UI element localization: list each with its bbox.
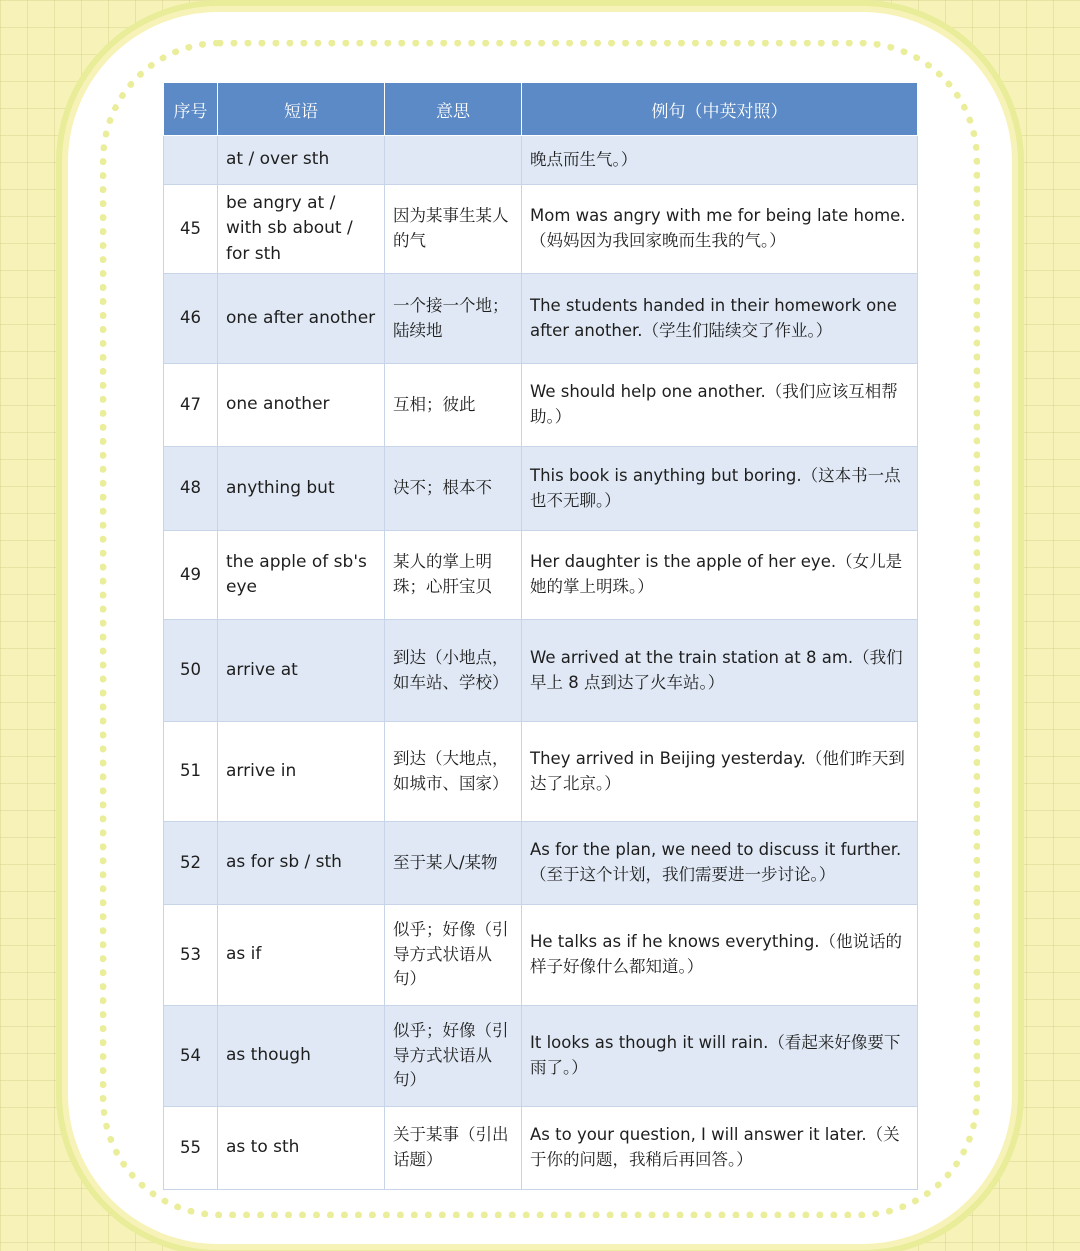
row-meaning: 至于某人/某物 <box>385 822 522 905</box>
row-number: 51 <box>164 722 218 822</box>
row-example: He talks as if he knows everything.（他说话的样子好像什么都知道。） <box>522 905 918 1006</box>
row-meaning: 关于某事（引出话题） <box>385 1107 522 1190</box>
row-meaning: 到达（小地点，如车站、学校） <box>385 620 522 722</box>
row-example: It looks as though it will rain.（看起来好像要下雨了。） <box>522 1006 918 1107</box>
table-row <box>164 447 918 531</box>
table-header-row <box>164 83 918 136</box>
row-example: We arrived at the train station at 8 am.（我们早上 8 点到达了火车站。） <box>522 620 918 722</box>
row-number: 46 <box>164 274 218 364</box>
table-row <box>164 531 918 620</box>
table-row <box>164 364 918 447</box>
row-phrase: be angry at / with sb about / for sth <box>218 185 385 274</box>
row-phrase: anything but <box>218 447 385 531</box>
header-phrase: 短语 <box>218 83 385 136</box>
table-row <box>164 722 918 822</box>
row-phrase: as if <box>218 905 385 1006</box>
phrase-table <box>163 82 918 1190</box>
table-row <box>164 274 918 364</box>
row-phrase: as though <box>218 1006 385 1107</box>
row-example: 晚点而生气。） <box>522 136 918 185</box>
row-meaning: 到达（大地点，如城市、国家） <box>385 722 522 822</box>
row-phrase: the apple of sb's eye <box>218 531 385 620</box>
row-example: As to your question, I will answer it later.（关于你的问题，我稍后再回答。） <box>522 1107 918 1190</box>
row-number: 47 <box>164 364 218 447</box>
table-row <box>164 185 918 274</box>
row-example: Mom was angry with me for being late home.（妈妈因为我回家晚而生我的气。） <box>522 185 918 274</box>
row-number: 53 <box>164 905 218 1006</box>
row-meaning: 似乎；好像（引导方式状语从句） <box>385 905 522 1006</box>
row-meaning: 决不；根本不 <box>385 447 522 531</box>
table-row <box>164 620 918 722</box>
table-row <box>164 136 918 185</box>
header-example: 例句（中英对照） <box>522 83 918 136</box>
row-meaning: 一个接一个地；陆续地 <box>385 274 522 364</box>
row-meaning <box>385 136 522 185</box>
row-example: As for the plan, we need to discuss it further.（至于这个计划，我们需要进一步讨论。） <box>522 822 918 905</box>
row-example: Her daughter is the apple of her eye.（女儿是她的掌上明珠。） <box>522 531 918 620</box>
row-phrase: as to sth <box>218 1107 385 1190</box>
row-number: 50 <box>164 620 218 722</box>
row-number: 49 <box>164 531 218 620</box>
row-meaning: 某人的掌上明珠；心肝宝贝 <box>385 531 522 620</box>
row-number: 54 <box>164 1006 218 1107</box>
row-phrase: as for sb / sth <box>218 822 385 905</box>
row-phrase: arrive in <box>218 722 385 822</box>
row-example: They arrived in Beijing yesterday.（他们昨天到达了北京。） <box>522 722 918 822</box>
header-meaning: 意思 <box>385 83 522 136</box>
table-row <box>164 1006 918 1107</box>
table-row <box>164 905 918 1006</box>
row-example: We should help one another.（我们应该互相帮助。） <box>522 364 918 447</box>
row-number <box>164 136 218 185</box>
row-number: 48 <box>164 447 218 531</box>
table-row <box>164 822 918 905</box>
row-meaning: 互相；彼此 <box>385 364 522 447</box>
row-phrase: one another <box>218 364 385 447</box>
row-number: 45 <box>164 185 218 274</box>
row-meaning: 因为某事生某人的气 <box>385 185 522 274</box>
row-example: This book is anything but boring.（这本书一点也不无聊。） <box>522 447 918 531</box>
table-row <box>164 1107 918 1190</box>
row-number: 52 <box>164 822 218 905</box>
row-phrase: at / over sth <box>218 136 385 185</box>
row-meaning: 似乎；好像（引导方式状语从句） <box>385 1006 522 1107</box>
row-example: The students handed in their homework one after another.（学生们陆续交了作业。） <box>522 274 918 364</box>
header-number: 序号 <box>164 83 218 136</box>
row-number: 55 <box>164 1107 218 1190</box>
row-phrase: one after another <box>218 274 385 364</box>
row-phrase: arrive at <box>218 620 385 722</box>
